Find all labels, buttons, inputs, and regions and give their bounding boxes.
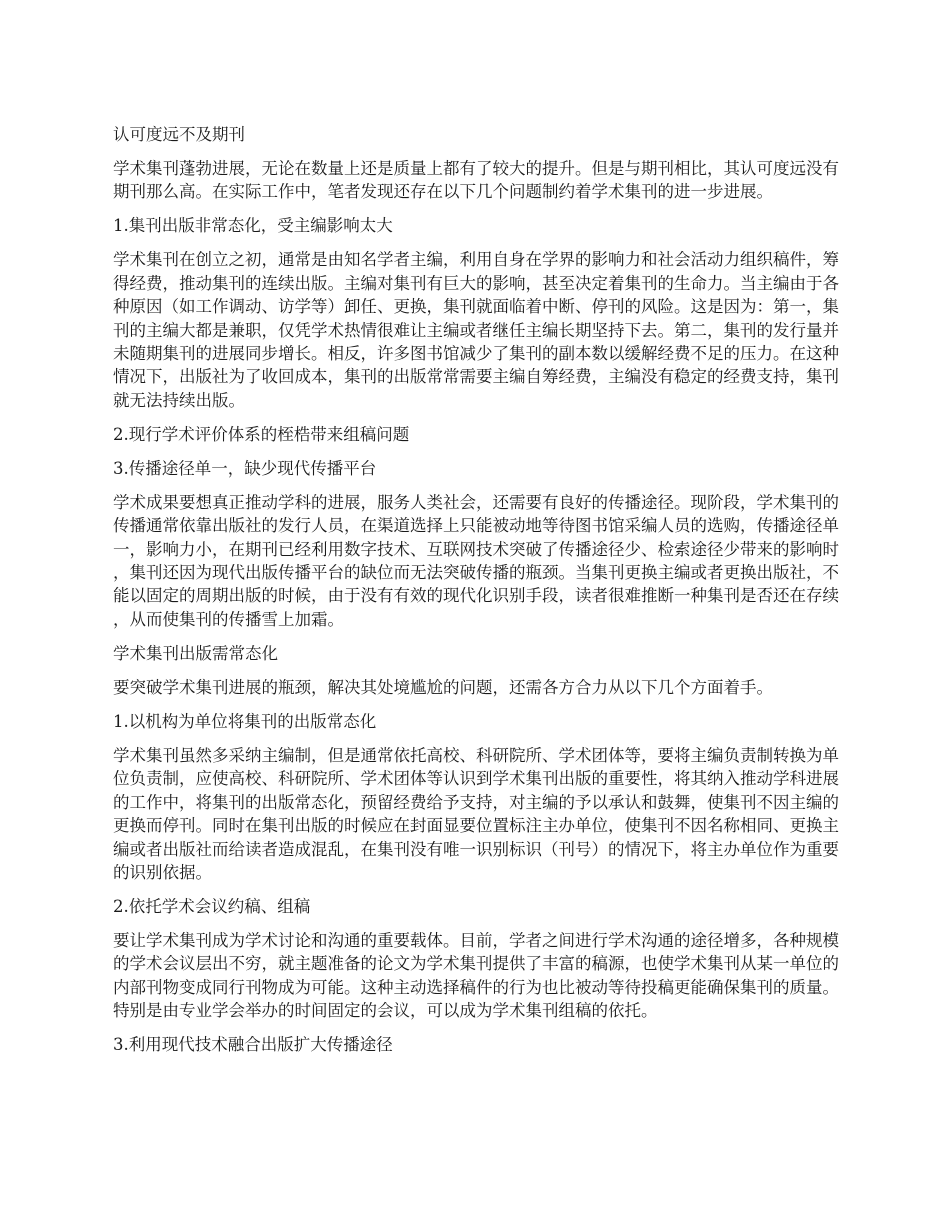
section-heading: 1.集刊出版非常态化，受主编影响太大 [113,216,393,236]
body-paragraph: 要让学术集刊成为学术讨论和沟通的重要载体。目前，学者之间进行学术沟通的途径增多，各种规模的学术会议层出不穷，就主题准备的论文为学术集刊提供了丰富的稿源，也使学术集刊从某一单位的内部刊物变成同行刊物成为可能。这种主动选择稿件的行为也比被动等待投稿更能确保集刊的质量。特别是由专业学会举办的时间固定的会议，可以成为学术集刊组稿的依托。 [113,930,839,1021]
document-body [113,123,843,1067]
section-heading: 3.利用现代技术融合出版扩大传播途径 [113,1035,393,1055]
section-heading: 3.传播途径单一，缺少现代传播平台 [113,458,377,478]
body-paragraph: 要突破学术集刊进展的瓶颈，解决其处境尴尬的问题，还需各方合力从以下几个方面着手。 [113,677,773,697]
body-paragraph: 学术成果要想真正推动学科的进展，服务人类社会，还需要有良好的传播途径。现阶段，学术集刊的传播通常依靠出版社的发行人员，在渠道选择上只能被动地等待图书馆采编人员的选购，传播途径单一，影响力小，在期刊已经利用数字技术、互联网技术突破了传播途径少、检索途径少带来的影响时，集刊还因为现代出版传播平台的缺位而无法突破传播的瓶颈。当集刊更换主编或者更换出版社，不能以固定的周期出版的时候，由于没有有效的现代化识别手段，读者很难推断一种集刊是否还在存续，从而使集刊的传播雪上加霜。 [113,492,839,629]
section-heading: 2.依托学术会议约稿、组稿 [113,896,311,916]
body-paragraph: 学术集刊在创立之初，通常是由知名学者主编，利用自身在学界的影响力和社会活动力组织稿件，筹得经费，推动集刊的连续出版。主编对集刊有巨大的影响，甚至决定着集刊的生命力。当主编由于各种原因（如工作调动、访学等）卸任、更换，集刊就面临着中断、停刊的风险。这是因为：第一，集刊的主编大都是兼职，仅凭学术热情很难让主编或者继任主编长期坚持下去。第二，集刊的发行量并未随期集刊的进展同步增长。相反，许多图书馆减少了集刊的副本数以缓解经费不足的压力。在这种情况下，出版社为了收回成本，集刊的出版常常需要主编自筹经费，主编没有稳定的经费支持，集刊就无法持续出版。 [113,250,839,410]
section-heading: 学术集刊出版需常态化 [113,643,278,663]
body-paragraph: 学术集刊蓬勃进展，无论在数量上还是质量上都有了较大的提升。但是与期刊相比，其认可度远没有期刊那么高。在实际工作中，笔者发现还存在以下几个问题制约着学术集刊的进一步进展。 [113,159,839,202]
section-heading: 1.以机构为单位将集刊的出版常态化 [113,711,377,731]
body-paragraph: 学术集刊虽然多采纳主编制，但是通常依托高校、科研院所、学术团体等，要将主编负责制转换为单位负责制，应使高校、科研院所、学术团体等认识到学术集刊出版的重要性，将其纳入推动学科进展的工作中，将集刊的出版常态化，预留经费给予支持，对主编的予以承认和鼓舞，使集刊不因主编的更换而停刊。同时在集刊出版的时候应在封面显要位置标注主办单位，使集刊不因名称相同、更换主编或者出版社而给读者造成混乱，在集刊没有唯一识别标识（刊号）的情况下，将主办单位作为重要的识别依据。 [113,745,839,882]
section-heading: 认可度远不及期刊 [113,125,245,144]
section-heading: 2.现行学术评价体系的桎梏带来组稿问题 [113,424,410,444]
